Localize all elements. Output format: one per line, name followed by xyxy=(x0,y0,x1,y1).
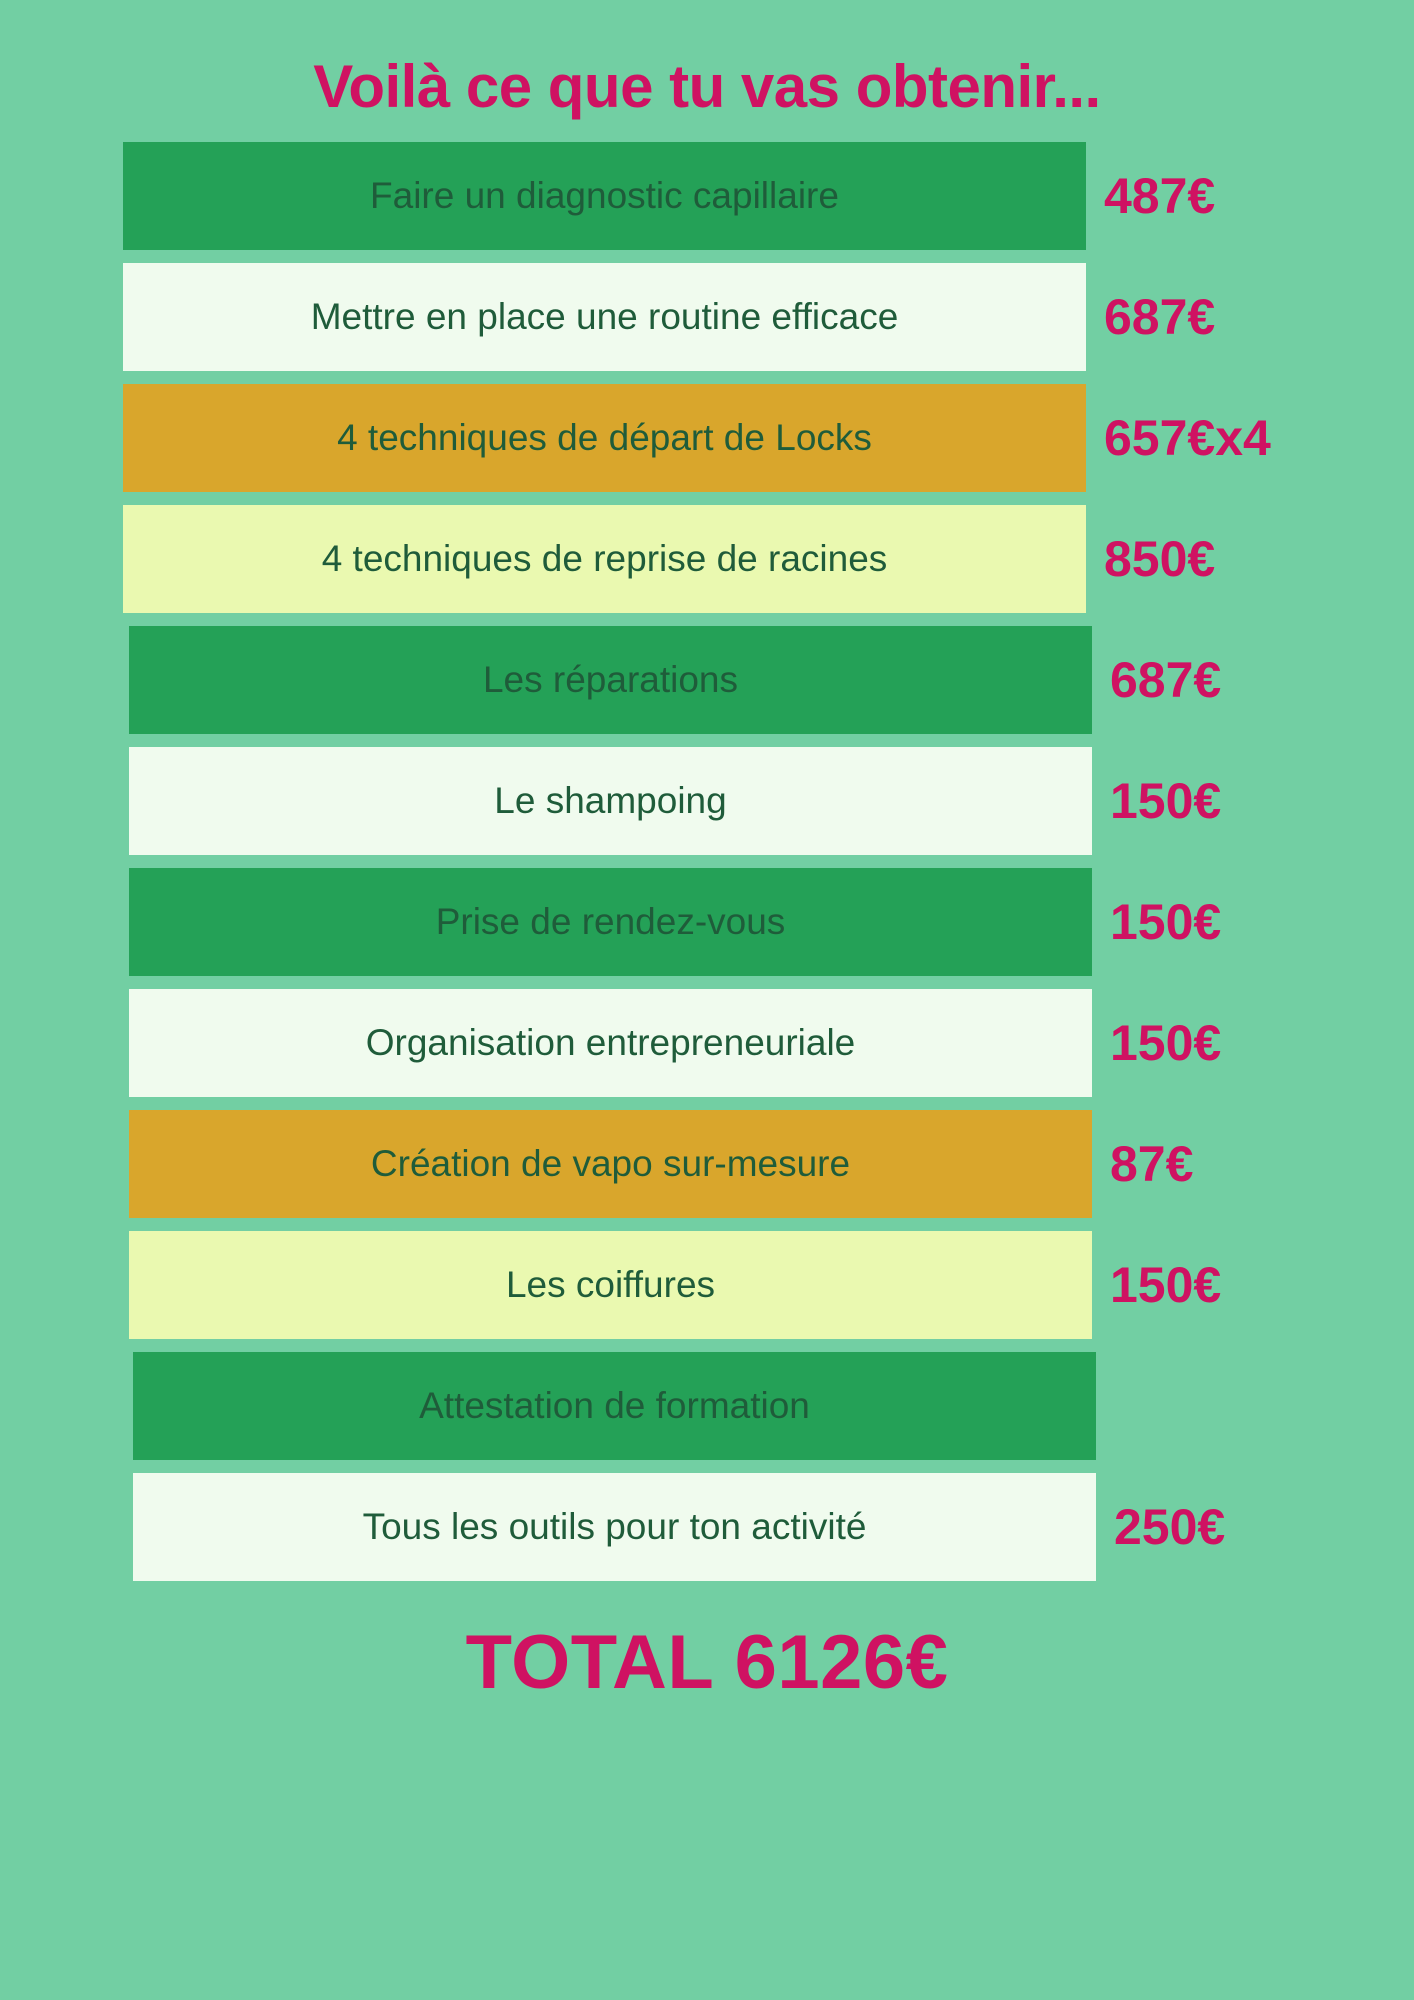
offer-row xyxy=(0,868,1414,976)
offer-row xyxy=(0,1231,1414,1339)
offer-row xyxy=(0,626,1414,734)
offer-row xyxy=(0,747,1414,855)
offer-price: 487€ xyxy=(1104,168,1216,224)
offer-row xyxy=(0,142,1414,250)
offer-price: 657€x4 xyxy=(1104,410,1271,466)
offer-label: 4 techniques de départ de Locks xyxy=(337,416,872,458)
offer-label: Le shampoing xyxy=(494,779,727,821)
offer-bar xyxy=(129,747,1092,855)
offer-bar xyxy=(123,384,1086,492)
offer-label: Prise de rendez-vous xyxy=(435,900,786,942)
offer-bar xyxy=(129,626,1092,734)
offer-row xyxy=(0,505,1414,613)
offer-row xyxy=(0,263,1414,371)
offer-row xyxy=(0,1110,1414,1218)
offer-price: 687€ xyxy=(1104,289,1216,345)
offer-row xyxy=(0,1352,1414,1460)
offer-label: Mettre en place une routine efficace xyxy=(310,295,899,337)
offer-price: 150€ xyxy=(1110,1257,1222,1313)
offer-bar xyxy=(129,868,1092,976)
offer-price: 850€ xyxy=(1104,531,1216,587)
offer-bar xyxy=(133,1473,1096,1581)
offer-label: Les réparations xyxy=(482,658,739,700)
offer-label: Attestation de formation xyxy=(419,1384,810,1426)
offer-bar xyxy=(123,263,1086,371)
offer-bar xyxy=(129,989,1092,1097)
offer-label: Création de vapo sur-mesure xyxy=(370,1142,851,1184)
offer-label: 4 techniques de reprise de racines xyxy=(321,537,888,579)
offer-price: 150€ xyxy=(1110,1015,1222,1071)
offer-row xyxy=(0,1473,1414,1581)
offer-row xyxy=(0,989,1414,1097)
offer-label: Organisation entrepreneuriale xyxy=(365,1021,856,1063)
offer-label: Les coiffures xyxy=(505,1263,716,1305)
offer-bar xyxy=(133,1352,1096,1460)
offer-bar xyxy=(123,142,1086,250)
offer-list xyxy=(0,142,1414,1581)
offer-label: Tous les outils pour ton activité xyxy=(362,1505,867,1547)
offer-row xyxy=(0,384,1414,492)
offer-price: 687€ xyxy=(1110,652,1222,708)
offer-bar xyxy=(129,1110,1092,1218)
offer-label: Faire un diagnostic capillaire xyxy=(370,174,839,216)
offer-price: 150€ xyxy=(1110,894,1222,950)
page-title: Voilà ce que tu vas obtenir... xyxy=(313,53,1101,120)
offer-price: 150€ xyxy=(1110,773,1222,829)
offer-bar xyxy=(129,1231,1092,1339)
offer-price: 87€ xyxy=(1110,1136,1194,1192)
offer-price: 250€ xyxy=(1114,1499,1226,1555)
total-amount: TOTAL 6126€ xyxy=(465,1620,949,1705)
offer-bar xyxy=(123,505,1086,613)
